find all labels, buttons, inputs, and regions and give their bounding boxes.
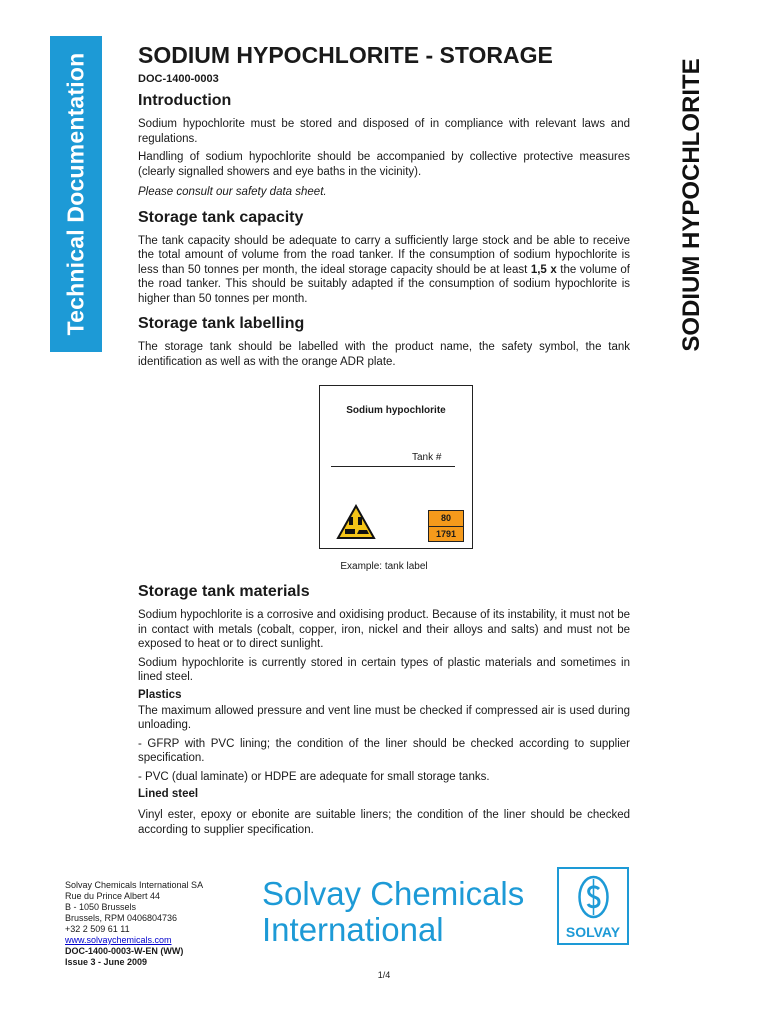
adr-hazard-number: 80 — [429, 511, 463, 527]
subheading-lined-steel: Lined steel — [138, 788, 199, 800]
doc-id: DOC-1400-0003 — [138, 73, 219, 85]
solvay-logo — [557, 867, 629, 945]
intro-paragraph-1: Sodium hypochlorite must be stored and disposed of in compliance with relevant laws and regulations. — [138, 118, 630, 145]
label-tank-line — [331, 466, 455, 467]
document-body — [138, 40, 630, 841]
solvay-emblem-icon — [577, 875, 610, 919]
capacity-text-start: The tank capacity should be adequate to carry a sufficiently large stock and be able to receive the total amount of volume from the road tanker. If the consumption of sodium hypochlorite is less than 50 tonnes per month, the ideal storage capacity should be at least — [138, 234, 630, 276]
tank-label-example — [319, 385, 473, 549]
label-tank-id: Tank # — [412, 452, 442, 463]
labelling-paragraph: The storage tank should be labelled with the product name, the safety symbol, the tank identification as well as with the orange ADR plate. — [138, 341, 630, 368]
intro-paragraph-2: Handling of sodium hypochlorite should be accompanied by collective protective measures (clearly signalled showers and eye baths in the vicinity). — [138, 151, 630, 178]
label-caption: Example: tank label — [340, 561, 428, 572]
logo-name: SOLVAY — [565, 924, 621, 940]
plastics-paragraph-2: - GFRP with PVC lining; the condition of the liner should be checked according to supplier specification. — [138, 737, 630, 764]
footer-website-link[interactable]: www.solvaychemicals.com — [65, 935, 172, 945]
footer-address — [65, 880, 203, 968]
adr-un-number: 1791 — [435, 529, 457, 539]
section-heading-introduction: Introduction — [138, 92, 232, 109]
intro-note: Please consult our safety data sheet. — [138, 186, 327, 198]
label-product-name: Sodium hypochlorite — [346, 405, 446, 416]
footer-phone: +32 2 509 61 11 — [65, 924, 130, 934]
footer-company: Solvay Chemicals International SA — [65, 880, 204, 890]
materials-paragraph-1: Sodium hypochlorite is a corrosive and oxidising product. Because of its instability, it must not be in contact with metals (cobalt, copper, iron, nickel and their alloys and salts) and must not be exposed to heat or to direct sunlight. — [138, 609, 630, 650]
brand-line-1: Solvay Chemicals — [262, 875, 525, 912]
side-tab — [50, 36, 102, 352]
subheading-plastics: Plastics — [138, 688, 182, 701]
section-heading-capacity: Storage tank capacity — [138, 208, 304, 226]
brand-wordmark — [262, 876, 524, 948]
section-heading-materials: Storage tank materials — [138, 583, 310, 600]
footer-rpm: Brussels, RPM 0406804736 — [65, 913, 178, 923]
footer-doc-ref: DOC-1400-0003-W-EN (WW) — [65, 946, 184, 956]
section-heading-labelling: Storage tank labelling — [138, 315, 305, 332]
adr-plate — [428, 510, 464, 542]
footer-street: Rue du Prince Albert 44 — [65, 891, 161, 901]
side-tab-label: Technical Documentation — [62, 52, 89, 336]
page-number: 1/4 — [377, 970, 391, 980]
page-title: SODIUM HYPOCHLORITE - STORAGE — [138, 42, 553, 68]
plastics-paragraph-1: The maximum allowed pressure and vent line must be checked if compressed air is used during unloading. — [138, 704, 630, 731]
materials-paragraph-2: Sodium hypochlorite is currently stored in certain types of plastic materials and sometimes in lined steel. — [138, 656, 630, 683]
capacity-text-end: the volume of the road tanker. This should be suitably adapted if the consumption of sodium hypochlorite is higher than 50 tonnes per month. — [138, 263, 631, 305]
capacity-paragraph — [138, 234, 630, 307]
capacity-factor: 1,5 x — [530, 263, 557, 276]
footer-city: B - 1050 Brussels — [65, 902, 137, 912]
side-title: SODIUM HYPOCHLORITE — [678, 58, 705, 352]
lined-steel-paragraph: Vinyl ester, epoxy or ebonite are suitable liners; the condition of the liner should be checked according to supplier specification. — [138, 809, 630, 836]
brand-line-2: International — [262, 911, 444, 948]
footer-issue: Issue 3 - June 2009 — [65, 957, 148, 967]
corrosive-hazard-icon — [336, 504, 376, 540]
plastics-paragraph-3: - PVC (dual laminate) or HDPE are adequate for small storage tanks. — [138, 770, 490, 783]
